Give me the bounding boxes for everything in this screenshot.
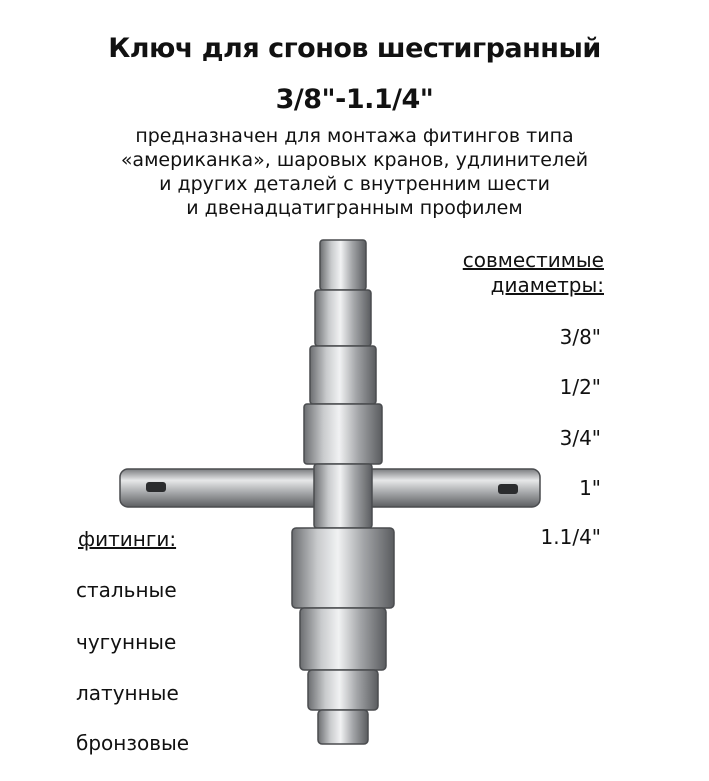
fitting-item: стальные	[76, 578, 177, 602]
diameters-header-line: совместимые	[462, 248, 604, 272]
diameter-item: 1/2"	[559, 375, 601, 399]
upper-shaft	[304, 240, 382, 528]
fittings-header: фитинги:	[78, 527, 177, 551]
title: Ключ для сгонов шестигранный	[108, 33, 601, 64]
diameter-item: 1"	[579, 476, 601, 500]
diameter-item: 3/8"	[559, 325, 601, 349]
description-line: предназначен для монтажа фитингов типа	[135, 125, 574, 147]
fitting-item: чугунные	[76, 630, 177, 654]
diameter-item: 3/4"	[559, 426, 601, 450]
description-line: и других деталей с внутренним шести	[159, 173, 550, 195]
description	[0, 124, 709, 220]
diameters-header-line: диаметры:	[490, 273, 604, 297]
description-line: «американка», шаровых кранов, удлинителей	[120, 149, 589, 171]
fitting-item: латунные	[76, 681, 179, 705]
lower-shaft	[292, 528, 394, 744]
fitting-item: бронзовые	[76, 731, 190, 755]
description-line: и двенадцатигранным профилем	[186, 197, 523, 219]
diameter-item: 1.1/4"	[540, 525, 601, 549]
size-range: 3/8"-1.1/4"	[275, 84, 434, 115]
wrench-icon	[100, 232, 560, 752]
